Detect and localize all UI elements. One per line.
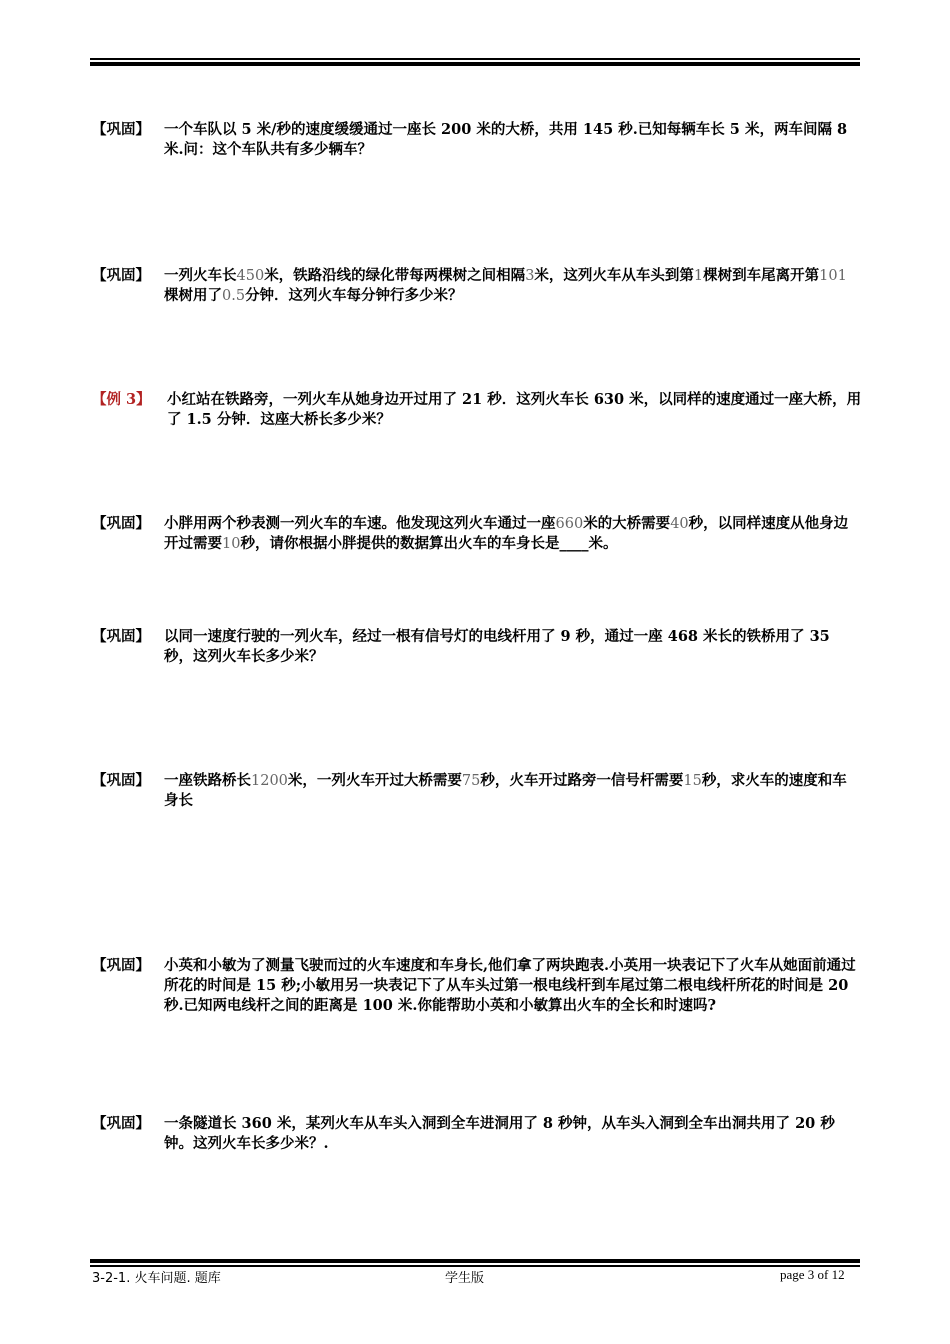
footer-page-number: page 3 of 12 bbox=[780, 1267, 845, 1282]
question-1 bbox=[92, 120, 862, 160]
header-rule-thick bbox=[90, 62, 860, 66]
question-tag: 【巩固】 bbox=[92, 121, 150, 138]
question-2 bbox=[92, 266, 862, 306]
question-text: 小胖用两个秒表测一列火车的车速。他发现这列火车通过一座660米的大桥需要40秒，以同样速度从他身边开过需要10秒，请你根据小胖提供的数据算出火车的车身长是____米。 bbox=[164, 515, 849, 552]
question-4 bbox=[92, 514, 862, 554]
question-8 bbox=[92, 1114, 862, 1154]
example-tag: 【例 3】 bbox=[92, 391, 151, 408]
header-rule-thin bbox=[90, 58, 860, 60]
question-tag: 【巩固】 bbox=[92, 628, 150, 645]
question-text: 一座铁路桥长1200米，一列火车开过大桥需要75秒，火车开过路旁一信号杆需要15秒，求火车的速度和车身长 bbox=[164, 772, 847, 809]
question-5 bbox=[92, 627, 862, 667]
question-text: 一列火车长450米，铁路沿线的绿化带每两棵树之间相隔3米，这列火车从车头到第1棵树到车尾离开第101棵树用了0.5分钟．这列火车每分钟行多少米？ bbox=[164, 267, 847, 304]
question-tag: 【巩固】 bbox=[92, 772, 150, 789]
question-tag: 【巩固】 bbox=[92, 267, 150, 284]
question-text: 一个车队以 5 米/秒的速度缓缓通过一座长 200 米的大桥，共用 145 秒.已知每辆车长 5 米，两车间隔 8 米.问：这个车队共有多少辆车？ bbox=[164, 121, 848, 158]
question-tag: 【巩固】 bbox=[92, 957, 150, 974]
footer-rule-thick bbox=[90, 1259, 860, 1263]
question-7 bbox=[92, 956, 862, 1016]
example-3 bbox=[92, 390, 862, 430]
question-tag: 【巩固】 bbox=[92, 515, 150, 532]
question-tag: 【巩固】 bbox=[92, 1115, 150, 1132]
question-text: 小红站在铁路旁，一列火车从她身边开过用了 21 秒．这列火车长 630 米，以同样的速度通过一座大桥，用了 1.5 分钟．这座大桥长多少米？ bbox=[167, 391, 862, 428]
question-text: 小英和小敏为了测量飞驶而过的火车速度和车身长,他们拿了两块跑表.小英用一块表记下了火车从她面前通过所花的时间是 15 秒;小敏用另一块表记下了从车头过第一根电线杆到车尾过第二根电线杆所花的时间是 20 秒.已知两电线杆之间的距离是 100 米.你能帮助小英和小敏算出火车的全长和时速吗? bbox=[164, 957, 856, 1014]
footer-doc-title: 3-2-1. 火车问题. 题库 bbox=[92, 1271, 221, 1286]
question-6 bbox=[92, 771, 862, 811]
question-text: 以同一速度行驶的一列火车，经过一根有信号灯的电线杆用了 9 秒，通过一座 468 米长的铁桥用了 35 秒，这列火车长多少米？ bbox=[164, 628, 830, 665]
question-text: 一条隧道长 360 米，某列火车从车头入洞到全车进洞用了 8 秒钟，从车头入洞到全车出洞共用了 20 秒钟。这列火车长多少米？. bbox=[164, 1115, 835, 1152]
footer-edition: 学生版 bbox=[445, 1271, 485, 1286]
